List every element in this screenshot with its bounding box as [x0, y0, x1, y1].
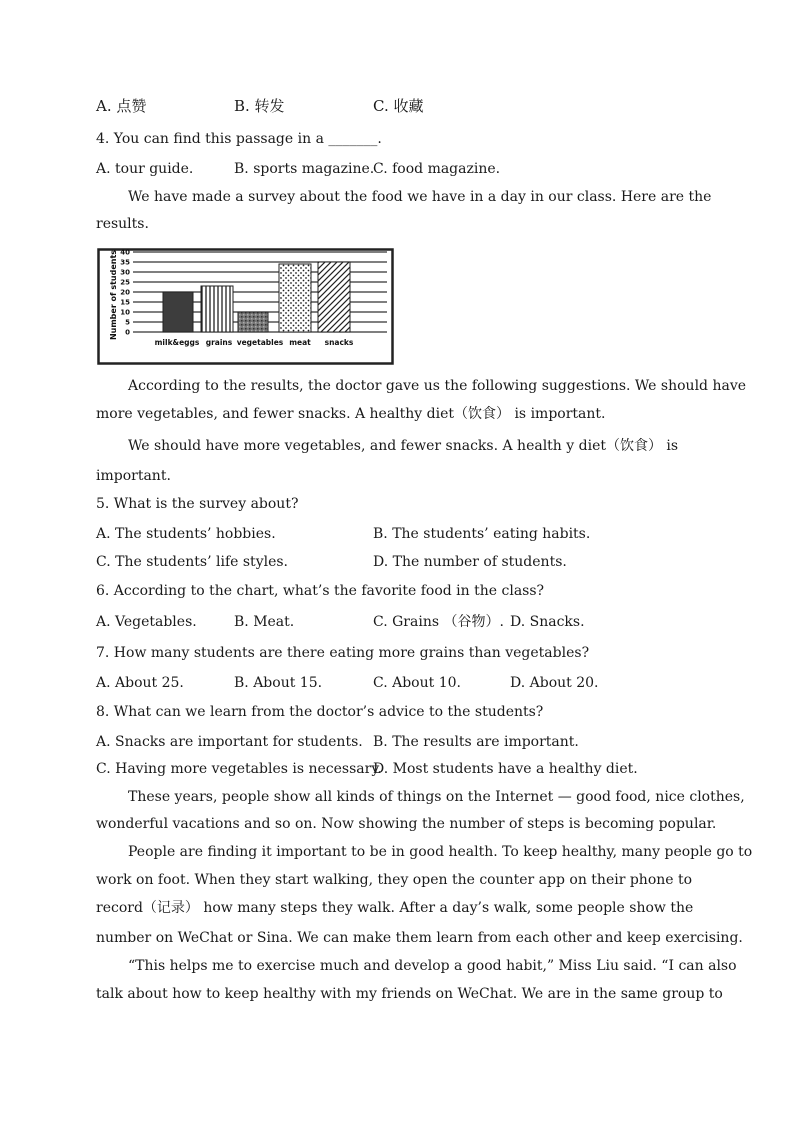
passage3-line4: work on foot. When they start walking, they open the counter app on their phone to: [96, 872, 693, 888]
q7-option-d: D. About 20.: [510, 675, 599, 691]
q7-option-a: A. About 25.: [96, 675, 184, 691]
chart-y-tick: 5: [125, 318, 130, 327]
q4-option-c: C. food magazine.: [373, 161, 501, 177]
passage2-intro-line1: We have made a survey about the food we have in a day in our class. Here are the: [128, 189, 712, 205]
chart-y-tick: 20: [120, 288, 130, 297]
q8-option-a: A. Snacks are important for students.: [96, 734, 363, 750]
q8-option-d: D. Most students have a healthy diet.: [373, 761, 638, 777]
chart-y-tick: 10: [120, 308, 130, 317]
chart-y-tick: 35: [120, 258, 130, 267]
q6-option-a: A. Vegetables.: [96, 614, 197, 630]
passage3-line5: record（记录） how many steps they walk. After a day’s walk, some people show the: [96, 900, 694, 916]
passage3-line7: “This helps me to exercise much and develop a good habit,” Miss Liu said. “I can also: [128, 958, 737, 974]
q5-option-c: C. The students’ life styles.: [96, 554, 288, 570]
q8-option-b: B. The results are important.: [373, 734, 579, 750]
q4-stem: 4. You can find this passage in a _______.: [96, 131, 382, 147]
passage2-para1-line1: According to the results, the doctor gave us the following suggestions. We should have: [128, 378, 747, 394]
passage3-line3: People are finding it important to be in good health. To keep healthy, many people go to: [128, 844, 753, 860]
chart-y-tick: 40: [120, 248, 130, 257]
passage2-intro-line2: results.: [96, 216, 149, 232]
chart-bar: [163, 292, 193, 332]
q7-option-b: B. About 15.: [234, 675, 323, 691]
q6-stem: 6. According to the chart, what’s the favorite food in the class?: [96, 583, 545, 599]
chart-x-label: meat: [289, 338, 311, 347]
q5-option-b: B. The students’ eating habits.: [373, 526, 591, 542]
passage3-line2: wonderful vacations and so on. Now showing the number of steps is becoming popular.: [96, 816, 717, 832]
q5-option-d: D. The number of students.: [373, 554, 567, 570]
q6-option-d: D. Snacks.: [510, 614, 585, 630]
chart-y-tick: 15: [120, 298, 130, 307]
food-survey-chart: [97, 244, 395, 366]
chart-bar: [201, 286, 233, 332]
passage2-para2-line2: important.: [96, 468, 171, 484]
chart-x-label: milk&eggs: [154, 338, 200, 347]
passage3-line1: These years, people show all kinds of things on the Internet — good food, nice clothes,: [128, 789, 745, 805]
chart-x-label: snacks: [324, 338, 354, 347]
passage3-line6: number on WeChat or Sina. We can make them learn from each other and keep exercising.: [96, 930, 743, 946]
q6-option-b: B. Meat.: [234, 614, 295, 630]
chart-x-label: grains: [205, 338, 233, 347]
q6-option-c: C. Grains （谷物）.: [373, 614, 504, 630]
q7-stem: 7. How many students are there eating more grains than vegetables?: [96, 645, 590, 661]
q5-option-a: A. The students’ hobbies.: [96, 526, 276, 542]
chart-y-tick: 25: [120, 278, 130, 287]
q7-option-c: C. About 10.: [373, 675, 461, 691]
q3-option-c: C. 收藏: [373, 97, 424, 115]
chart-x-label: vegetables: [236, 338, 284, 347]
chart-y-tick: 30: [120, 268, 130, 277]
chart-y-axis-label: Number of students: [109, 249, 118, 341]
q8-stem: 8. What can we learn from the doctor’s advice to the students?: [96, 704, 544, 720]
q5-stem: 5. What is the survey about?: [96, 496, 299, 512]
q4-option-a: A. tour guide.: [96, 161, 194, 177]
q3-option-a: A. 点赞: [96, 97, 147, 115]
passage2-para1-line2: more vegetables, and fewer snacks. A healthy diet（饮食） is important.: [96, 406, 606, 422]
q3-option-b: B. 转发: [234, 97, 285, 115]
q4-option-b: B. sports magazine.: [234, 161, 375, 177]
chart-bar: [238, 312, 268, 332]
passage2-para2-line1: We should have more vegetables, and fewer snacks. A health y diet（饮食） is: [128, 438, 679, 454]
chart-bar: [279, 264, 311, 332]
chart-y-tick: 0: [125, 328, 130, 337]
chart-bar: [318, 262, 350, 332]
passage3-line8: talk about how to keep healthy with my friends on WeChat. We are in the same group to: [96, 986, 723, 1002]
q8-option-c: C. Having more vegetables is necessary.: [96, 761, 382, 777]
